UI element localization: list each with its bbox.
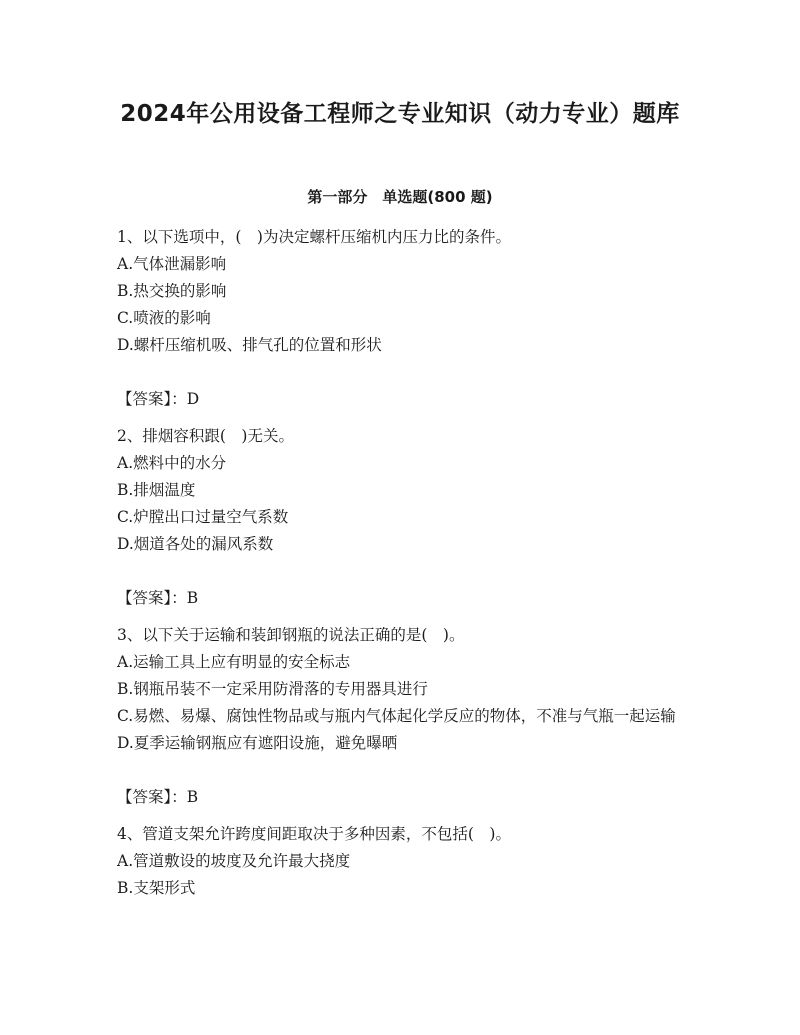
option-d: D.螺杆压缩机吸、排气孔的位置和形状 bbox=[117, 336, 382, 354]
option-d: D.夏季运输钢瓶应有遮阳设施，避免曝晒 bbox=[117, 734, 398, 752]
option-c: C.易燃、易爆、腐蚀性物品或与瓶内气体起化学反应的物体，不准与气瓶一起运输 bbox=[117, 707, 676, 725]
option-c: C.炉膛出口过量空气系数 bbox=[117, 508, 289, 526]
question-3 bbox=[117, 622, 677, 811]
option-b: B.热交换的影响 bbox=[117, 282, 227, 300]
option-b: B.支架形式 bbox=[117, 879, 196, 897]
option-d: D.烟道各处的漏风系数 bbox=[117, 535, 274, 553]
question-list bbox=[117, 224, 677, 902]
option-b: B.排烟温度 bbox=[117, 481, 196, 499]
question-2 bbox=[117, 423, 677, 612]
option-c: C.喷液的影响 bbox=[117, 309, 211, 327]
answer-label: 【答案】： bbox=[117, 589, 187, 607]
answer-value: D bbox=[186, 390, 200, 408]
option-a: A.运输工具上应有明显的安全标志 bbox=[117, 653, 351, 671]
answer-value: B bbox=[186, 589, 199, 607]
answer-label: 【答案】： bbox=[117, 390, 187, 408]
option-b: B.钢瓶吊装不一定采用防滑落的专用器具进行 bbox=[117, 680, 428, 698]
answer bbox=[117, 784, 677, 811]
answer-label: 【答案】： bbox=[117, 788, 187, 806]
section-heading: 第一部分 单选题(800 题) bbox=[307, 188, 493, 206]
answer bbox=[117, 585, 677, 612]
option-a: A.气体泄漏影响 bbox=[117, 255, 227, 273]
answer-value: B bbox=[186, 788, 199, 806]
question-text: 4、管道支架允许跨度间距取决于多种因素，不包括( )。 bbox=[117, 825, 511, 843]
document-title: 2024年公用设备工程师之专业知识（动力专业）题库 bbox=[120, 101, 680, 127]
question-text: 1、以下选项中，( )为决定螺杆压缩机内压力比的条件。 bbox=[117, 228, 511, 246]
question-1 bbox=[117, 224, 677, 413]
question-text: 3、以下关于运输和装卸钢瓶的说法正确的是( )。 bbox=[117, 626, 465, 644]
question-text: 2、排烟容积跟( )无关。 bbox=[117, 427, 294, 445]
question-4 bbox=[117, 821, 677, 902]
option-a: A.管道敷设的坡度及允许最大挠度 bbox=[117, 852, 351, 870]
answer bbox=[117, 386, 677, 413]
option-a: A.燃料中的水分 bbox=[117, 454, 227, 472]
